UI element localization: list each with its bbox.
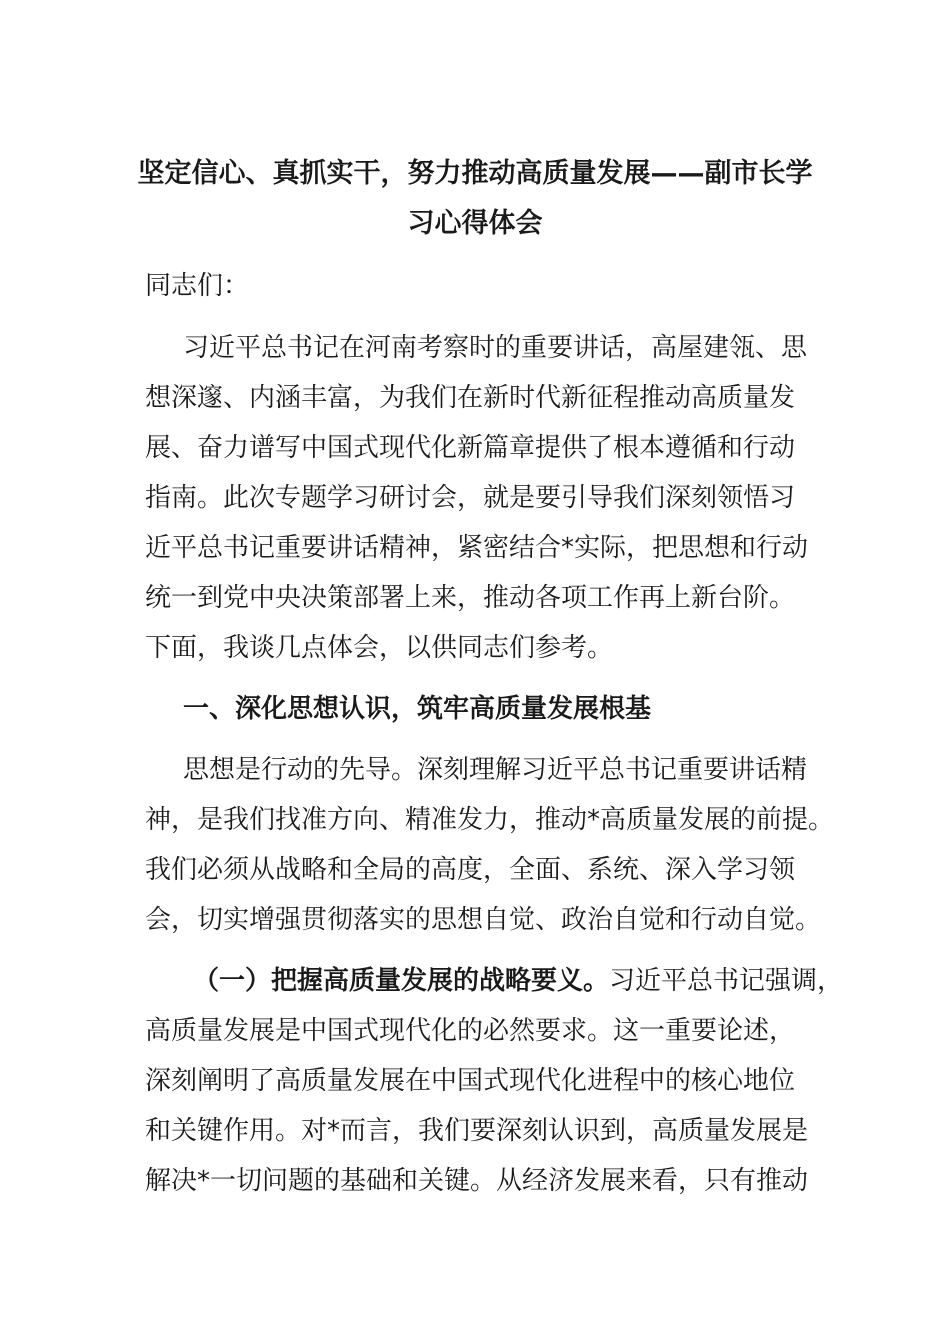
document-title-line-1: 坚定信心、真抓实干，努力推动高质量发展——副市长学 [137, 158, 813, 189]
intro-paragraph-line: 展、奋力谱写中国式现代化新篇章提供了根本遵循和行动 [145, 433, 796, 463]
salutation: 同志们： [145, 271, 250, 301]
section-heading: 一、深化思想认识，筑牢高质量发展根基 [183, 694, 652, 724]
subsection-first-line [193, 964, 893, 998]
subsection-paragraph-line: 和关键作用。对*而言，我们要深刻认识到，高质量发展是 [145, 1116, 809, 1146]
subsection-paragraph-line: 高质量发展是中国式现代化的必然要求。这一重要论述， [145, 1016, 796, 1046]
document-title-line-2: 习心得体会 [407, 208, 543, 239]
section-paragraph-line: 我们必须从战略和全局的高度，全面、系统、深入学习领 [145, 855, 796, 885]
section-paragraph-line: 思想是行动的先导。深刻理解习近平总书记重要讲话精 [183, 755, 808, 785]
subsection-heading: （一）把握高质量发展的战略要义。 [193, 966, 610, 996]
subsection-paragraph-line: 解决*一切问题的基础和关键。从经济发展来看，只有推动 [145, 1166, 809, 1196]
intro-paragraph-line: 指南。此次专题学习研讨会，就是要引导我们深刻领悟习 [145, 483, 796, 513]
intro-paragraph-line: 想深邃、内涵丰富，为我们在新时代新征程推动高质量发 [145, 383, 796, 413]
section-paragraph-line: 会，切实增强贯彻落实的思想自觉、政治自觉和行动自觉。 [145, 905, 822, 935]
section-paragraph-line: 神，是我们找准方向、精准发力，推动*高质量发展的前提。 [145, 805, 835, 835]
subsection-first-line-text: 习近平总书记强调， [609, 966, 844, 996]
intro-paragraph-line: 下面，我谈几点体会，以供同志们参考。 [145, 633, 614, 663]
intro-paragraph-line: 统一到党中央决策部署上来，推动各项工作再上新台阶。 [145, 583, 796, 613]
intro-paragraph-line: 近平总书记重要讲话精神，紧密结合*实际，把思想和行动 [145, 533, 809, 563]
subsection-paragraph-line: 深刻阐明了高质量发展在中国式现代化进程中的核心地位 [145, 1066, 796, 1096]
intro-paragraph-line: 习近平总书记在河南考察时的重要讲话，高屋建瓴、思 [183, 333, 808, 363]
